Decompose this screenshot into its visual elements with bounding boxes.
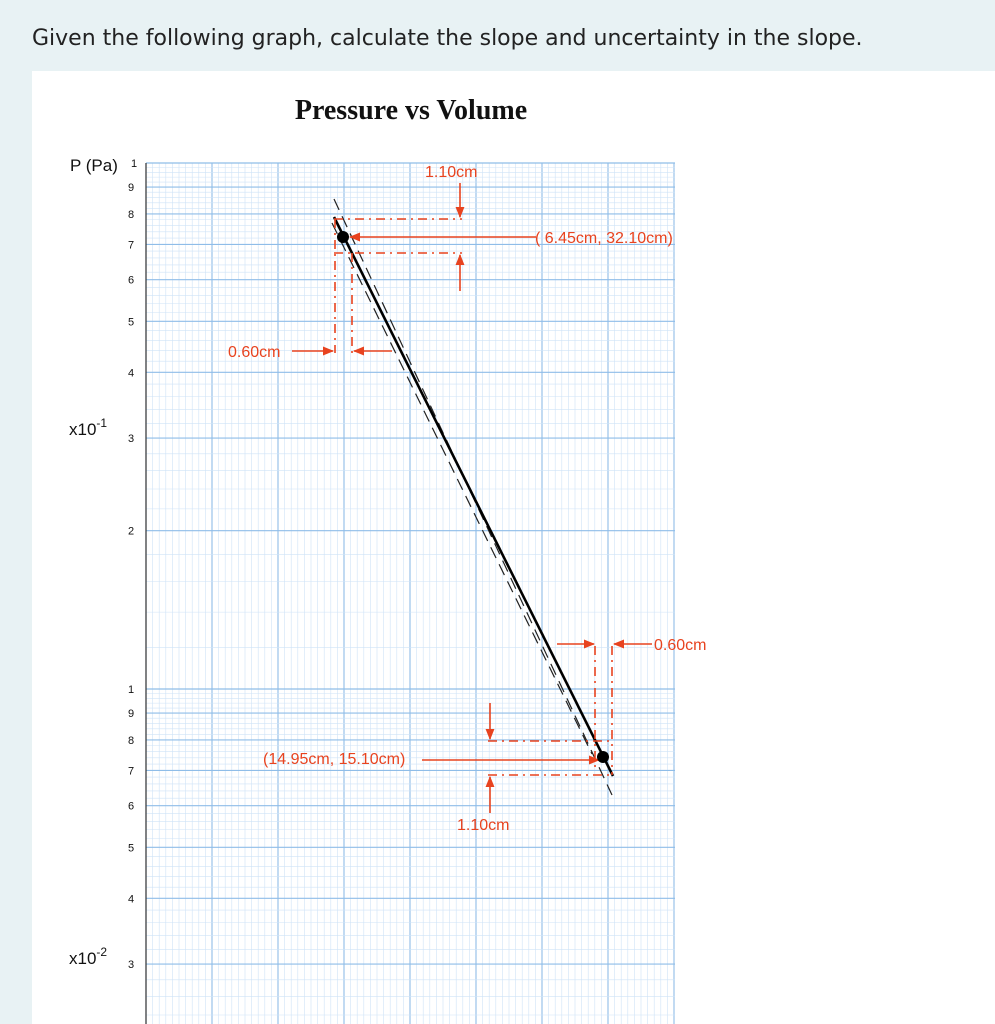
y-tick-label: 7 xyxy=(128,239,135,252)
y-tick-label: 9 xyxy=(128,182,135,195)
y-tick-label: 8 xyxy=(128,208,135,221)
y-tick-label: 5 xyxy=(128,316,135,329)
y-tick-label: 6 xyxy=(128,800,135,813)
y-tick-label: 3 xyxy=(128,433,135,446)
log-grid xyxy=(146,163,675,1024)
top-dx-label: 0.60cm xyxy=(228,344,281,361)
bottom-dy-label: 1.10cm xyxy=(457,817,510,834)
bottom-point-label: (14.95cm, 15.10cm) xyxy=(263,751,406,768)
y-axis-label: P (Pa) xyxy=(70,156,118,175)
chart-title: Pressure vs Volume xyxy=(294,95,528,126)
decade-label-2: $x10^{-2}$ xyxy=(69,945,108,968)
pressure-volume-chart xyxy=(32,71,995,1024)
y-tick-label: 1 xyxy=(131,158,138,170)
y-tick-label: 4 xyxy=(128,367,135,380)
y-tick-label: 3 xyxy=(128,959,135,972)
graph-card xyxy=(32,71,995,1024)
y-tick-label: 7 xyxy=(128,765,135,778)
y-tick-label: 6 xyxy=(128,274,135,287)
y-tick-label: 5 xyxy=(128,842,135,855)
y-tick-label: 8 xyxy=(128,734,135,747)
decade-label-1: $x10^{-1}$ xyxy=(69,416,108,439)
question-text: Given the following graph, calculate the slope and uncertainty in the slope. xyxy=(32,26,863,51)
min-slope-line xyxy=(332,223,592,754)
y-tick-label: 9 xyxy=(128,708,135,721)
y-tick-label: 2 xyxy=(128,525,135,538)
top-dy-label: 1.10cm xyxy=(425,164,478,181)
y-tick-label: 4 xyxy=(128,893,135,906)
top-point-label: ( 6.45cm, 32.10cm) xyxy=(535,230,673,247)
best-fit-line xyxy=(334,217,613,776)
data-point-top xyxy=(337,231,349,243)
bottom-dx-label: 0.60cm xyxy=(654,637,707,654)
data-point-bottom xyxy=(597,751,609,763)
y-tick-labels xyxy=(128,158,146,1024)
y-tick-label: 1 xyxy=(128,684,135,696)
